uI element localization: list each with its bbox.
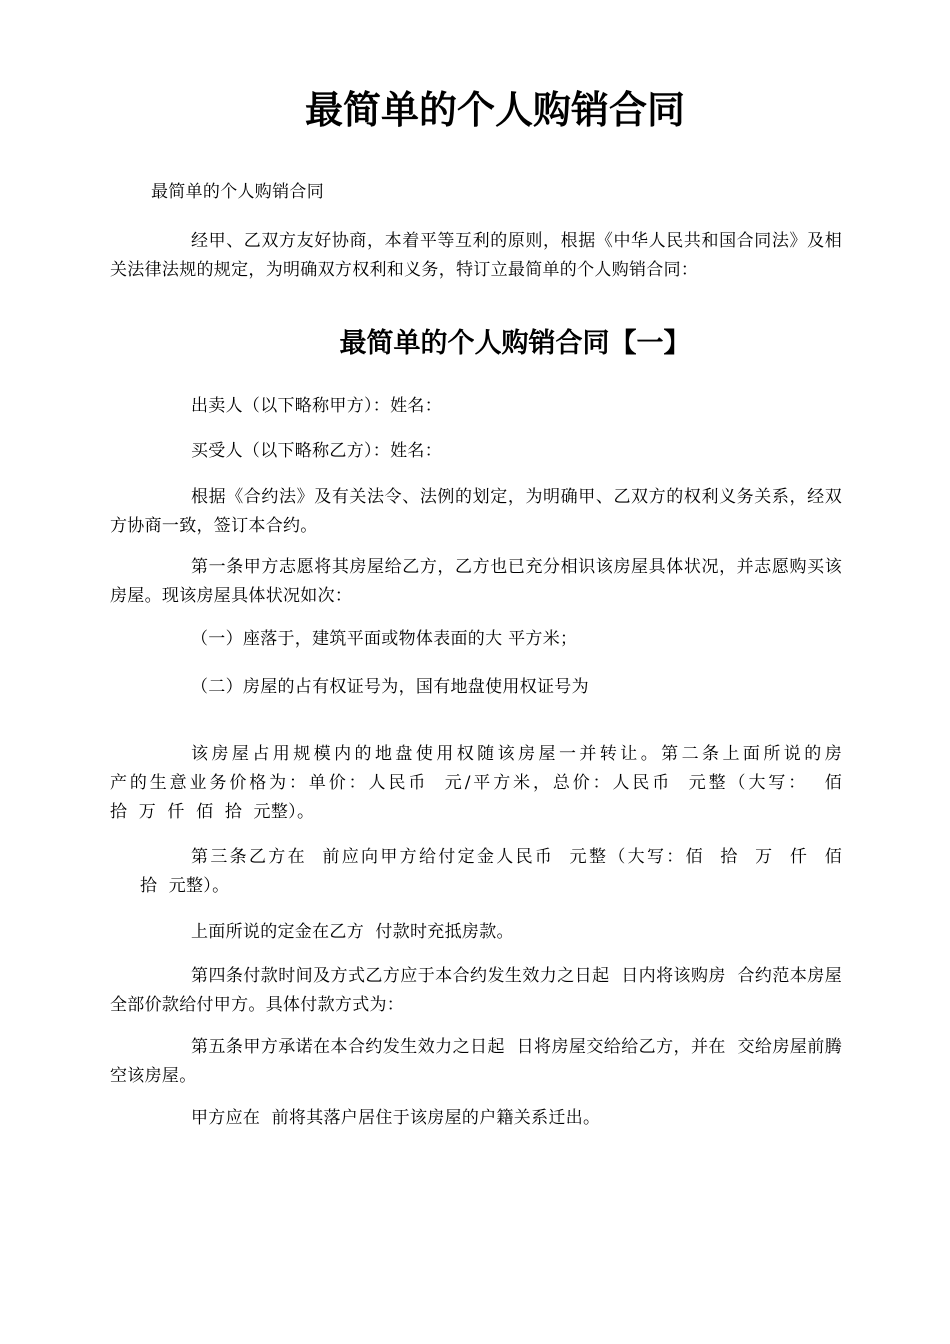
section-title: 最简单的个人购销合同【一】 [339,328,691,359]
article-3-line-1: 第三条乙方在 前应向甲方给付定金人民币 元整（大写：佰 拾 万 仟 佰 [191,847,842,867]
item-1-line: （一）座落于，建筑平面或物体表面的大 平方米； [191,629,578,649]
buyer-line: 买受人（以下略称乙方）：姓名： [191,441,442,461]
article-1-paragraph: 第一条甲方志愿将其房屋给乙方，乙方也已充分相识该房屋具体状况，并志愿购买该房屋。现该房屋具体状况如次： [110,557,842,606]
article-3-line-2: 拾 元整）。 [140,876,230,896]
household-line: 甲方应在 前将其落户居住于该房屋的户籍关系迁出。 [191,1108,601,1128]
seller-line: 出卖人（以下略称甲方）：姓名： [191,396,442,416]
article-2-line-3: 拾 万 仟 佰 拾 元整）。 [110,802,315,822]
basis-paragraph: 根据《合约法》及有关法令、法例的划定，为明确甲、乙双方的权利义务关系，经双方协商一致，签订本合约。 [110,487,842,536]
article-5-paragraph: 第五条甲方承诺在本合约发生效力之日起 日将房屋交给给乙方，并在 交给房屋前腾空该房屋。 [110,1037,842,1086]
article-2-line-1: 该房屋占用规模内的地盘使用权随该房屋一并转让。第二条上面所说的房 [191,744,842,764]
document-title: 最简单的个人购销合同 [304,88,685,132]
deposit-line: 上面所说的定金在乙方 付款时充抵房款。 [191,922,514,942]
preamble-paragraph: 经甲、乙双方友好协商，本着平等互利的原则，根据《中华人民共和国合同法》及相关法律法规的规定，为明确双方权利和义务，特订立最简单的个人购销合同： [110,231,842,280]
intro-label: 最简单的个人购销合同 [151,182,324,202]
article-4-paragraph: 第四条付款时间及方式乙方应于本合约发生效力之日起 日内将该购房 合约范本房屋全部价款给付甲方。具体付款方式为： [110,966,842,1015]
item-2-line: （二）房屋的占有权证号为，国有地盘使用权证号为 [191,677,589,697]
article-2-line-2: 产的生意业务价格为：单价：人民币 元/平方米，总价：人民币 元整（大写： 佰 [110,773,842,793]
